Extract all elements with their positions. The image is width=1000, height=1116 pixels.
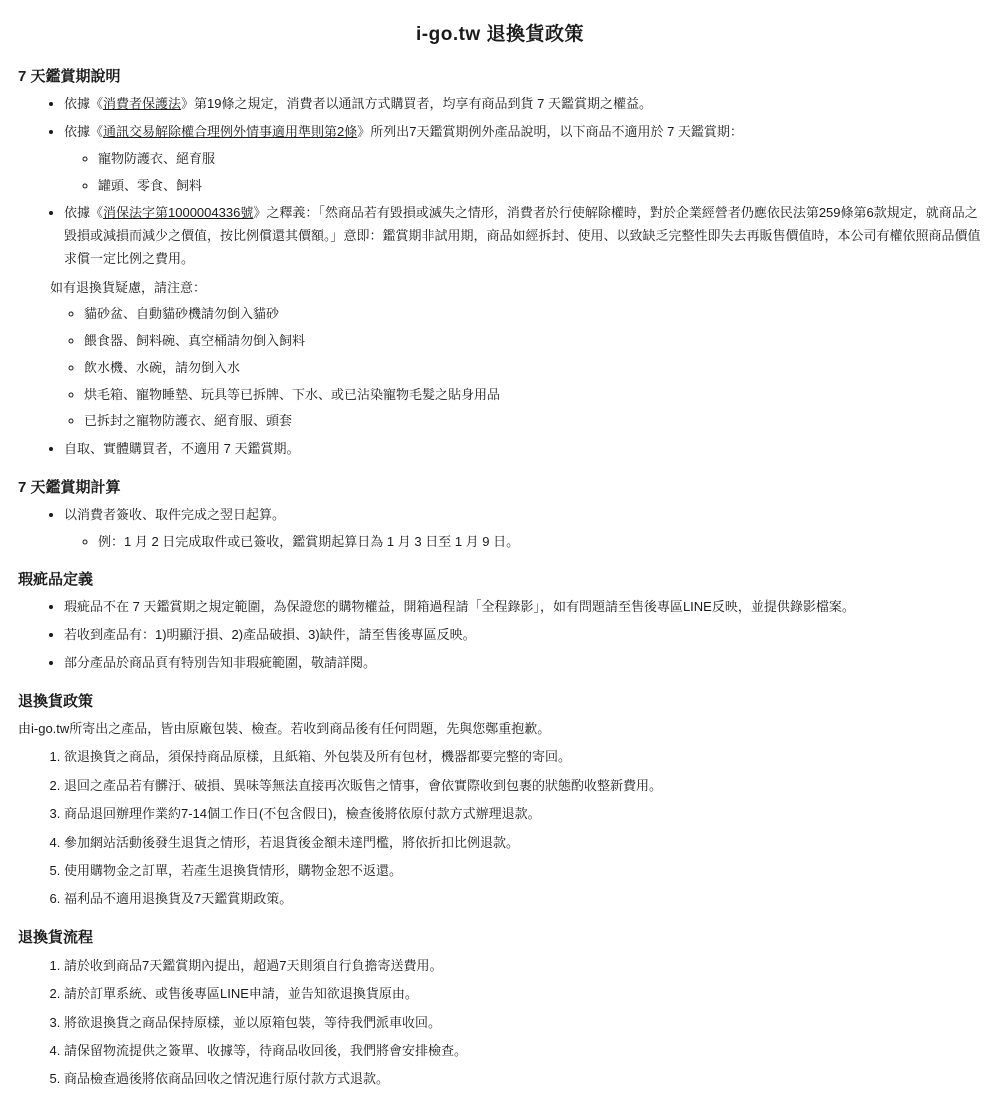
numbered-list-return-process [18,954,982,1091]
list-item: • 瑕疵品不在 7 天鑑賞期之規定範圍，為保證您的購物權益，開箱過程請「全程錄影」，如有問題請至售後專區LINE反映，並提供錄影檔案。 [64,596,982,619]
list-item: 5. 商品檢查過後將依商品回收之情況進行原付款方式退款。 [64,1067,982,1090]
section-heading-cooling-off-explanation: 7 天鑑賞期說明 [18,68,121,86]
list-item: 2. 請於訂單系統、或售後專區LINE申請，並告知欲退換貨原由。 [64,982,982,1005]
list-item: ◦ 例：1 月 2 日完成取件或已簽收，鑑賞期起算日為 1 月 3 日至 1 月 9 日。 [98,531,982,554]
list-item: ◦ 已拆封之寵物防護衣、絕育服、頭套 [84,410,982,433]
list-item: ◦ 飲水機、水碗，請勿倒入水 [84,357,982,380]
bullet-list-cooling-off-tail [18,438,982,461]
list-item: ◦ 烘毛箱、寵物睡墊、玩具等已拆牌、下水、或已沾染寵物毛髮之貼身用品 [84,384,982,407]
list-item: 5. 使用購物金之訂單，若產生退換貨情形，購物金恕不返還。 [64,859,982,882]
law-link-consumer-protection[interactable]: 消費者保護法 [103,96,182,112]
list-item: ◦ 餵食器、飼料碗、真空桶請勿倒入飼料 [84,330,982,353]
list-item: 3. 商品退回辦理作業約7-14個工作日(不包含假日)，檢查後將依原付款方式辦理退款。 [64,802,982,825]
law-link-interpretation[interactable]: 消保法字第1000004336號 [103,205,254,221]
bullet-text-suffix: 》所列出7天鑑賞期例外產品說明，以下商品不適用於 7 天鑑賞期： [357,124,743,140]
section-heading-defect-definition: 瑕疵品定義 [18,571,94,589]
bullet-text-prefix: 依據《 [64,124,104,140]
list-item: ◦ 貓砂盆、自動貓砂機請勿倒入貓砂 [84,303,982,326]
bullet-list-defect-definition [18,596,982,674]
list-item: • 若收到產品有：1)明顯汙損、2)產品破損、3)缺件，請至售後專區反映。 [64,624,982,647]
list-item [64,202,982,270]
list-item: • 部分產品於商品頁有特別告知非瑕疵範圍，敬請詳閱。 [64,652,982,675]
list-item: 4. 參加網站活動後發生退貨之情形，若退貨後金額未達門檻，將依折扣比例退款。 [64,831,982,854]
list-item: ◦ 罐頭、零食、飼料 [98,175,982,198]
list-item: • 自取、實體購買者，不適用 7 天鑑賞期。 [64,438,982,461]
bullet-text-suffix: 》第19條之規定，消費者以通訊方式購買者，均享有商品到貨 7 天鑑賞期之權益。 [181,96,652,112]
bullet-text-suffix: 》之釋義：「然商品若有毀損或滅失之情形，消費者於行使解除權時，對於企業經營者仍應依民法第259條第6款規定，就商品之毀損或減損而減少之價值，按比例償還其價額。」意即：鑑賞期非試用期，商品如經拆封、使用、以致缺乏完整性即失去再販售價值時，本公司有權依照商品價值求償一定比例之費用。 [64,205,981,266]
sub-list-excluded-products [64,148,982,198]
section-heading-return-exchange-policy: 退換貨政策 [18,692,94,710]
bullet-text: 以消費者簽收、取件完成之翌日起算。 [64,506,286,522]
list-item: 1. 欲退換貨之商品，須保持商品原樣，且紙箱、外包裝及所有包材，機器都要完整的寄回。 [64,745,982,768]
list-item [64,504,982,554]
bullet-list-cooling-off-calculation [18,504,982,554]
list-item: 2. 退回之產品若有髒汙、破損、異味等無法直接再次販售之情事，會依實際收到包裹的狀態酌收整新費用。 [64,774,982,797]
bullet-text-prefix: 依據《 [64,205,104,221]
sub-list-calculation-example [64,531,982,554]
list-item: 6. 福利品不適用退換貨及7天鑑賞期政策。 [64,887,982,910]
sub-list-return-concerns [18,303,982,433]
list-item [64,93,982,116]
bullet-list-cooling-off-explanation [18,93,982,270]
section-heading-cooling-off-calculation: 7 天鑑賞期計算 [18,478,121,496]
return-policy-intro: 由i-go.tw所寄出之產品，皆由原廠包裝、檢查。若收到商品後有任何問題，先與您鄭重抱歉。 [18,720,551,736]
list-item: ◦ 寵物防護衣、絕育服 [98,148,982,171]
bullet-text-prefix: 依據《 [64,96,104,112]
return-concerns-note: 如有退換貨疑慮，請注意： [50,279,207,295]
numbered-list-return-policy [18,745,982,910]
list-item [64,121,982,197]
list-item: 3. 將欲退換貨之商品保持原樣，並以原箱包裝，等待我們派車收回。 [64,1011,982,1034]
section-heading-return-exchange-process: 退換貨流程 [18,928,94,946]
page-title: i-go.tw 退換貨政策 [416,24,584,45]
law-link-exception-rule[interactable]: 通訊交易解除權合理例外情事適用準則第2條 [103,124,358,140]
list-item: 1. 請於收到商品7天鑑賞期內提出，超過7天則須自行負擔寄送費用。 [64,954,982,977]
list-item: 4. 請保留物流提供之簽單、收據等，待商品收回後，我們將會安排檢查。 [64,1039,982,1062]
